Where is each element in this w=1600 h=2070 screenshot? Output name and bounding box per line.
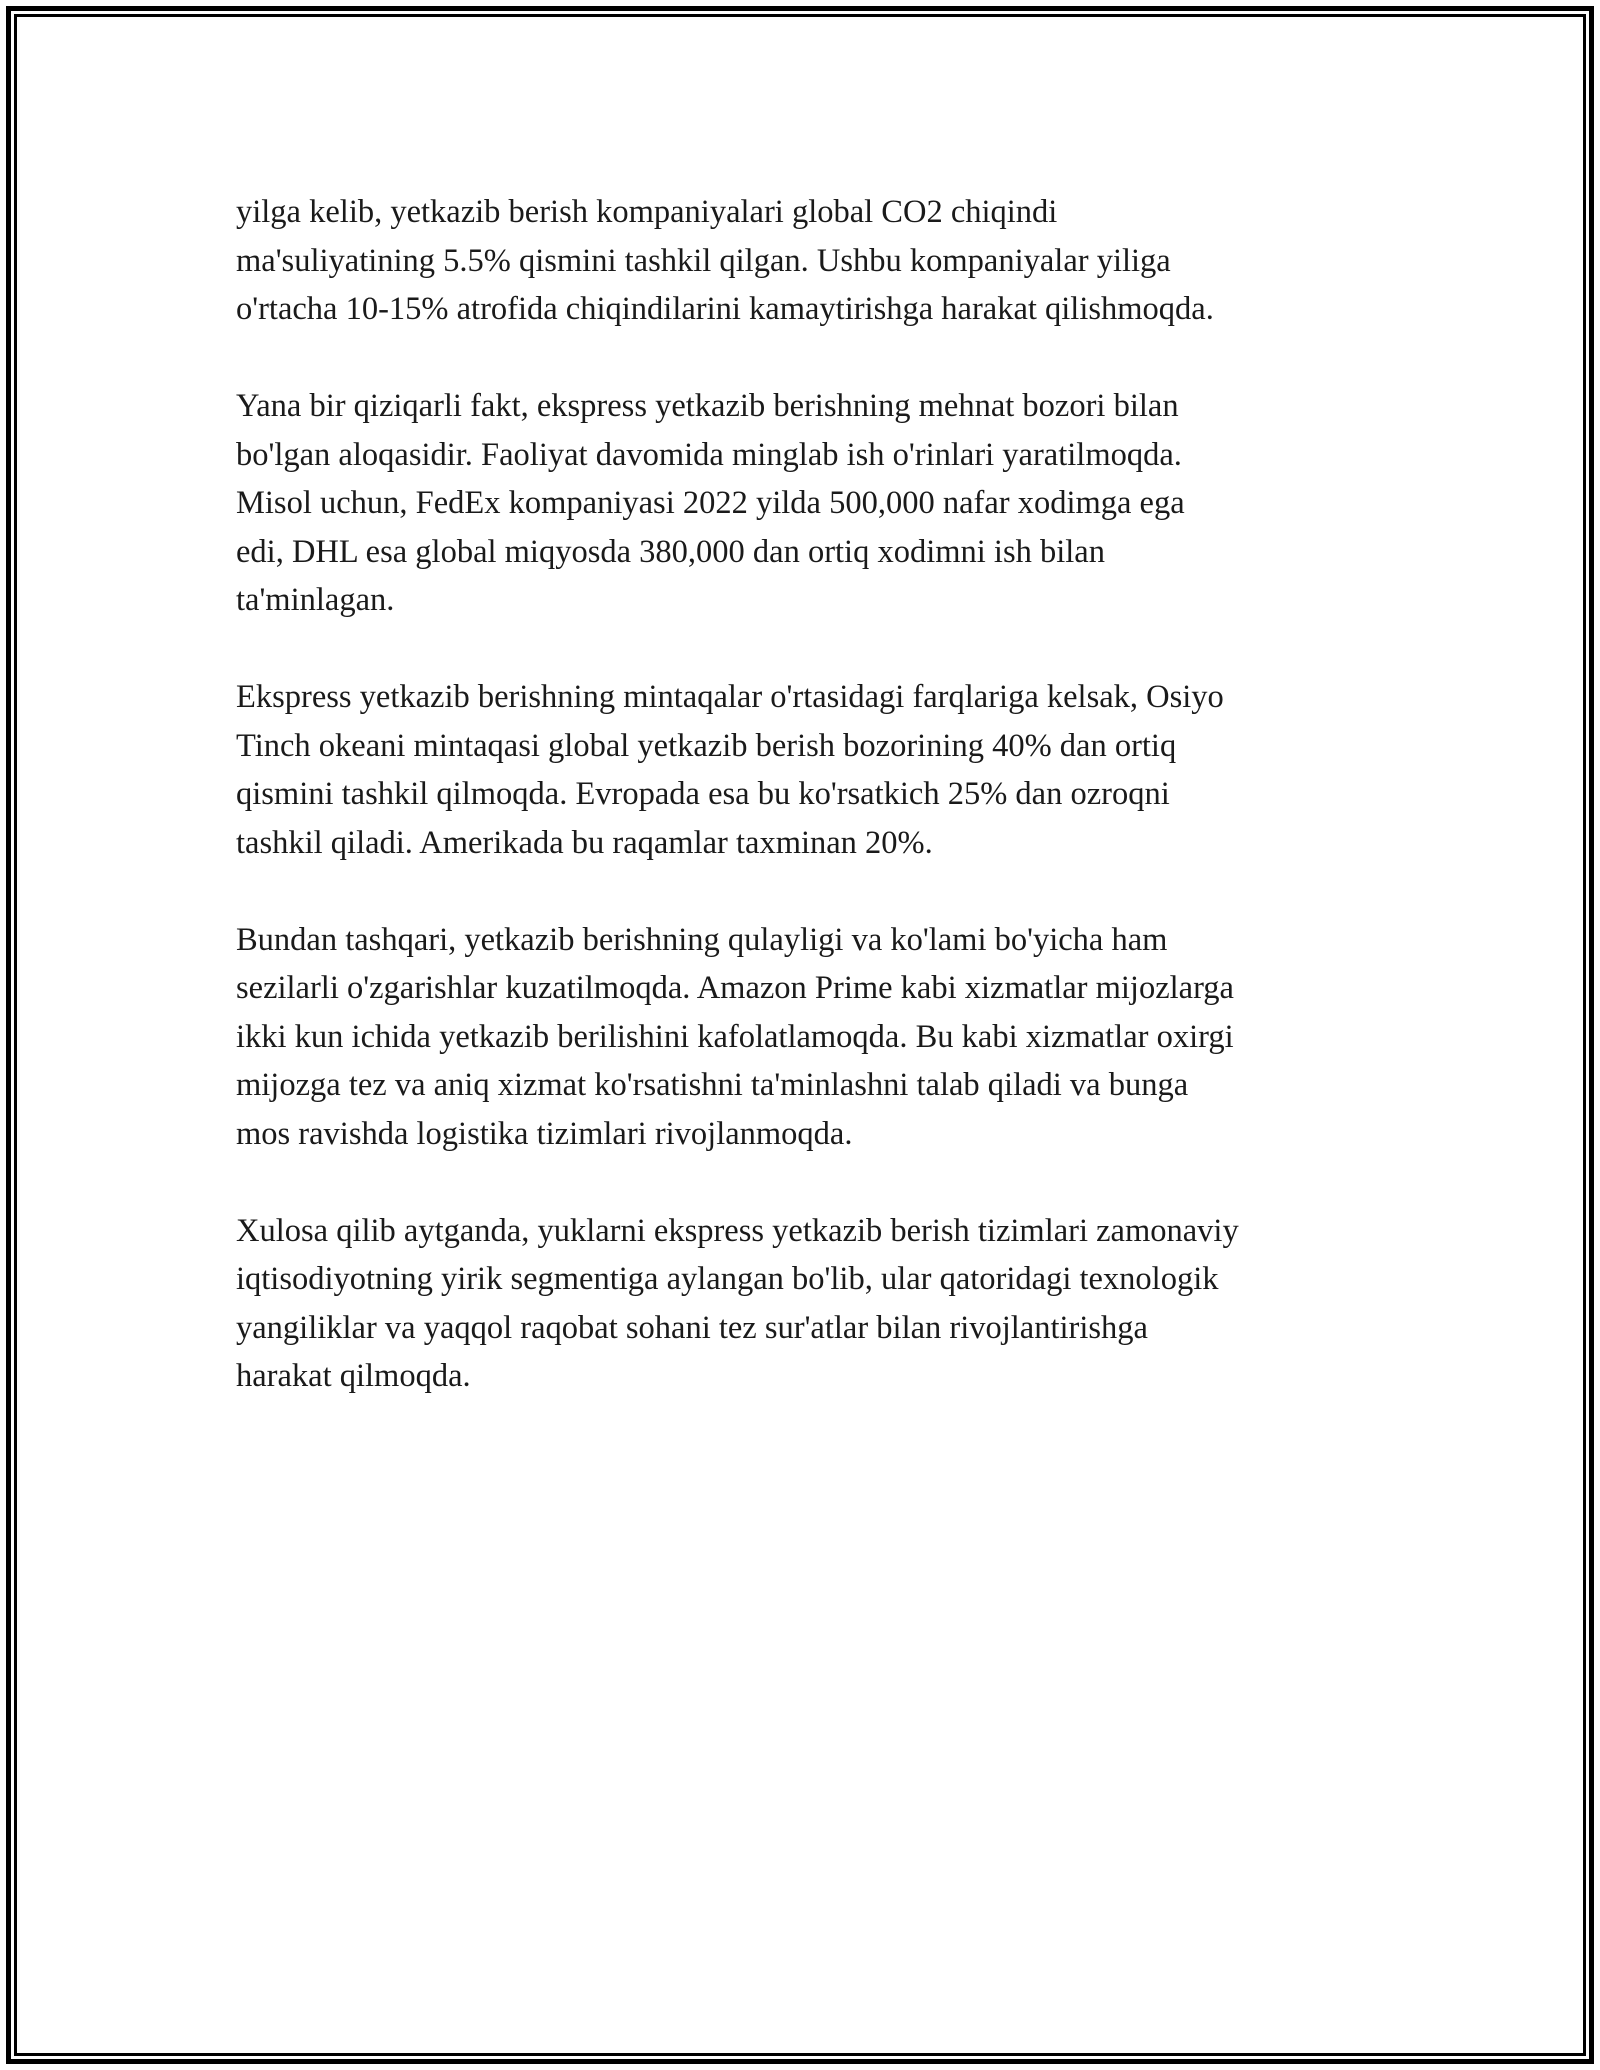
paragraph-convenience: Bundan tashqari, yetkazib berishning qulayligi va ko'lami bo'yicha ham sezilarli o'zgarishlar kuzatilmoqda. Amazon Prime kabi xizmatlar mijozlarga ikki kun ichida yetkazib berilishini kafolatlamoqda. Bu kabi xizmatlar oxirgi mijozga tez va aniq xizmat ko'rsatishni ta'minlashni talab qiladi va bunga mos ravishda logistika tizimlari rivojlanmoqda.	[236, 921, 1234, 1152]
paragraph-labor-market: Yana bir qiziqarli fakt, ekspress yetkazib berishning mehnat bozori bilan bo'lgan aloqasidir. Faoliyat davomida minglab ish o'rinlari yaratilmoqda. Misol uchun, FedEx kompaniyasi 2022 yilda 500,000 nafar xodimga ega edi, DHL esa global miqyosda 380,000 dan ortiq xodimni ish bilan ta'minlagan.	[236, 388, 1185, 618]
paragraph-conclusion: Xulosa qilib aytganda, yuklarni ekspress yetkazib berish tizimlari zamonaviy iqtisodiyotning yirik segmentiga aylangan bo'lib, ular qatoridagi texnologik yangiliklar va yaqqol raqobat sohani tez sur'atlar bilan rivojlantirishga harakat qilmoqda.	[236, 1212, 1239, 1394]
paragraph-emissions: yilga kelib, yetkazib berish kompaniyalari global CO2 chiqindi ma'suliyatining 5.5% qismini tashkil qilgan. Ushbu kompaniyalar yiliga o'rtacha 10-15% atrofida chiqindilarini kamaytirishga harakat qilishmoqda.	[236, 194, 1214, 327]
paragraph-regional-differences: Ekspress yetkazib berishning mintaqalar o'rtasidagi farqlariga kelsak, Osiyo Tinch okeani mintaqasi global yetkazib berish bozorining 40% dan ortiq qismini tashkil qilmoqda. Evropada esa bu ko'rsatkich 25% dan ozroqni tashkil qiladi. Amerikada bu raqamlar taxminan 20%.	[236, 679, 1224, 861]
document-body	[236, 188, 1386, 1449]
